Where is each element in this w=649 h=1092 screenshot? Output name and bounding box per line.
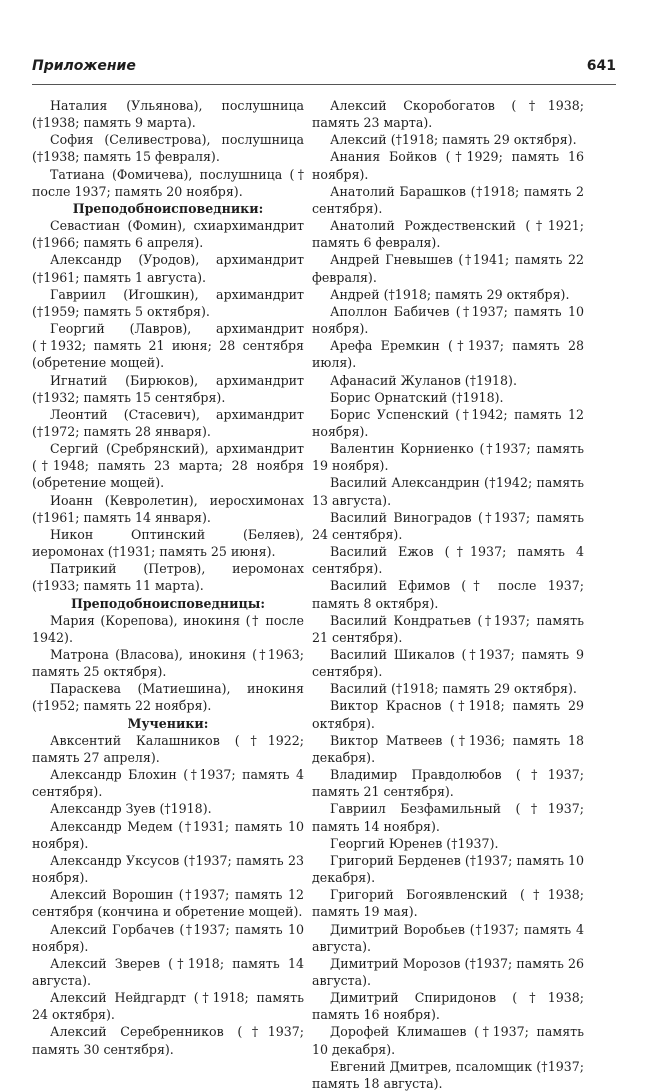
header-divider [32,84,616,85]
list-item: Анания Бойков (†1929; память 16 ноября). [312,149,584,182]
list-item: София (Селивестрова), послушница (†1938; память 15 февраля). [32,132,304,165]
list-item: Матрона (Власова), инокиня (†1963; память 25 октября). [32,647,304,680]
list-item: Димитрий Морозов (†1937; память 26 августа). [312,955,584,988]
list-item: Игнатий (Бирюков), архимандрит (†1932; память 15 сентября). [32,372,304,405]
list-item: Григорий Берденев (†1937; память 10 декабря). [312,852,584,886]
page-header [32,54,616,80]
list-item: Григорий Богоявленский (†1938; память 19 мая). [312,887,584,920]
list-item: Алексий Серебренников (†1937; память 30 сентября). [32,1024,304,1057]
list-item: Никон Оптинский (Беляев), иеромонах (†1931; память 25 июня). [32,526,304,560]
list-item: Василий Виноградов (†1937; память 24 сентября). [312,509,584,542]
left-column [32,97,304,1058]
list-item: Анатолий Рождественский (†1921; память 6 февраля). [312,218,584,251]
list-item: Василий Шикалов (†1937; память 9 сентября). [312,647,584,680]
list-item: Алексий Ворошин (†1937; память 12 сентября (кончина и обретение мощей). [32,887,304,920]
list-item: Александр (Уродов), архимандрит (†1961; память 1 августа). [32,252,304,285]
list-item: Алексий Горбачев (†1937; память 10 ноября). [32,921,304,954]
list-item: Георгий Юренев (†1937). [330,835,499,851]
list-item: Василий Ефимов († после 1937; память 8 октября). [312,578,584,611]
list-item: Димитрий Воробьев (†1937; память 4 августа). [312,921,584,954]
list-item: Параскева (Матиешина), инокиня (†1952; память 22 ноября). [32,681,304,714]
list-item: Татиана (Фомичева), послушница († после 1937; память 20 ноября). [32,166,304,199]
running-title: Приложение [32,58,136,74]
list-item: Георгий (Лавров), архимандрит (†1932; память 21 июня; 28 сентября (обретение мощей). [32,321,304,371]
right-column [312,97,584,1092]
section-heading-women-confessors: Преподобноисповедницы: [70,595,266,611]
list-item: Владимир Правдолюбов (†1937; память 21 сентября). [312,767,584,800]
list-item: Борис Успенский (†1942; память 12 ноября). [312,406,584,439]
list-item: Наталия (Ульянова), послушница (†1938; память 9 марта). [32,98,304,131]
list-item: Андрей (†1918; память 29 октября). [330,286,570,302]
list-item: Мария (Корепова), инокиня († после 1942). [32,612,304,645]
list-item: Афанасий Жуланов (†1918). [330,372,517,388]
section-heading-martyrs: Мученики: [127,715,209,731]
list-item: Леонтий (Стасевич), архимандрит (†1972; память 28 января). [32,406,304,439]
list-item: Аполлон Бабичев (†1937; память 10 ноября). [312,303,584,337]
list-item: Александр Блохин (†1937; память 4 сентября). [32,767,304,800]
list-item: Александр Зуев (†1918). [50,801,212,817]
list-item: Валентин Корниенко (†1937; память 19 ноября). [312,441,584,474]
list-item: Патрикий (Петров), иеромонах (†1933; память 11 марта). [32,561,304,594]
list-item: Виктор Краснов (†1918; память 29 октября). [312,698,584,731]
list-item: Василий Александрин (†1942; память 13 августа). [312,475,584,508]
list-item: Сергий (Сребрянский), архимандрит (†1948; память 23 марта; 28 ноября (обретение мощей). [32,441,304,491]
list-item: Гавриил Безфамильный (†1937; память 14 ноября). [312,801,584,834]
list-item: Алексий Нейдгардт (†1918; память 24 октября). [32,990,304,1023]
list-item: Алексий (†1918; память 29 октября). [330,132,577,148]
list-item: Алексий Зверев (†1918; память 14 августа). [32,955,304,988]
page-number: 641 [586,58,616,74]
list-item: Иоанн (Кевролетин), иеросхимонах (†1961; память 14 января). [32,492,304,525]
list-item: Анатолий Барашков (†1918; память 2 сентября). [312,183,584,216]
list-item: Евгений Дмитрев, псаломщик (†1937; память 18 августа). [312,1058,584,1091]
list-item: Василий Ежов (†1937; память 4 сентября). [312,544,584,577]
list-item: Александр Уксусов (†1937; память 23 ноября). [32,852,304,886]
list-item: Александр Медем (†1931; память 10 ноября). [32,818,304,851]
list-item: Димитрий Спиридонов (†1938; память 16 ноября). [312,990,584,1023]
list-item: Виктор Матвеев (†1936; память 18 декабря). [312,732,584,765]
list-item: Василий Кондратьев (†1937; память 21 сентября). [312,612,584,645]
list-item: Арефа Еремкин (†1937; память 28 июля). [312,338,584,371]
list-item: Алексий Скоробогатов (†1938; память 23 марта). [312,98,584,131]
list-item: Гавриил (Игошкин), архимандрит (†1959; память 5 октября). [32,286,304,319]
list-item: Андрей Гневышев (†1941; память 22 февраля). [312,252,584,285]
list-item: Дорофей Климашев (†1937; память 10 декабря). [312,1024,584,1057]
list-item: Борис Орнатский (†1918). [330,389,504,405]
list-item: Авксентий Калашников (†1922; память 27 апреля). [32,732,304,765]
list-item: Севастиан (Фомин), схиархимандрит (†1966; память 6 апреля). [32,218,304,251]
list-item: Василий (†1918; память 29 октября). [330,681,577,697]
section-heading-confessors: Преподобноисповедники: [72,200,264,216]
